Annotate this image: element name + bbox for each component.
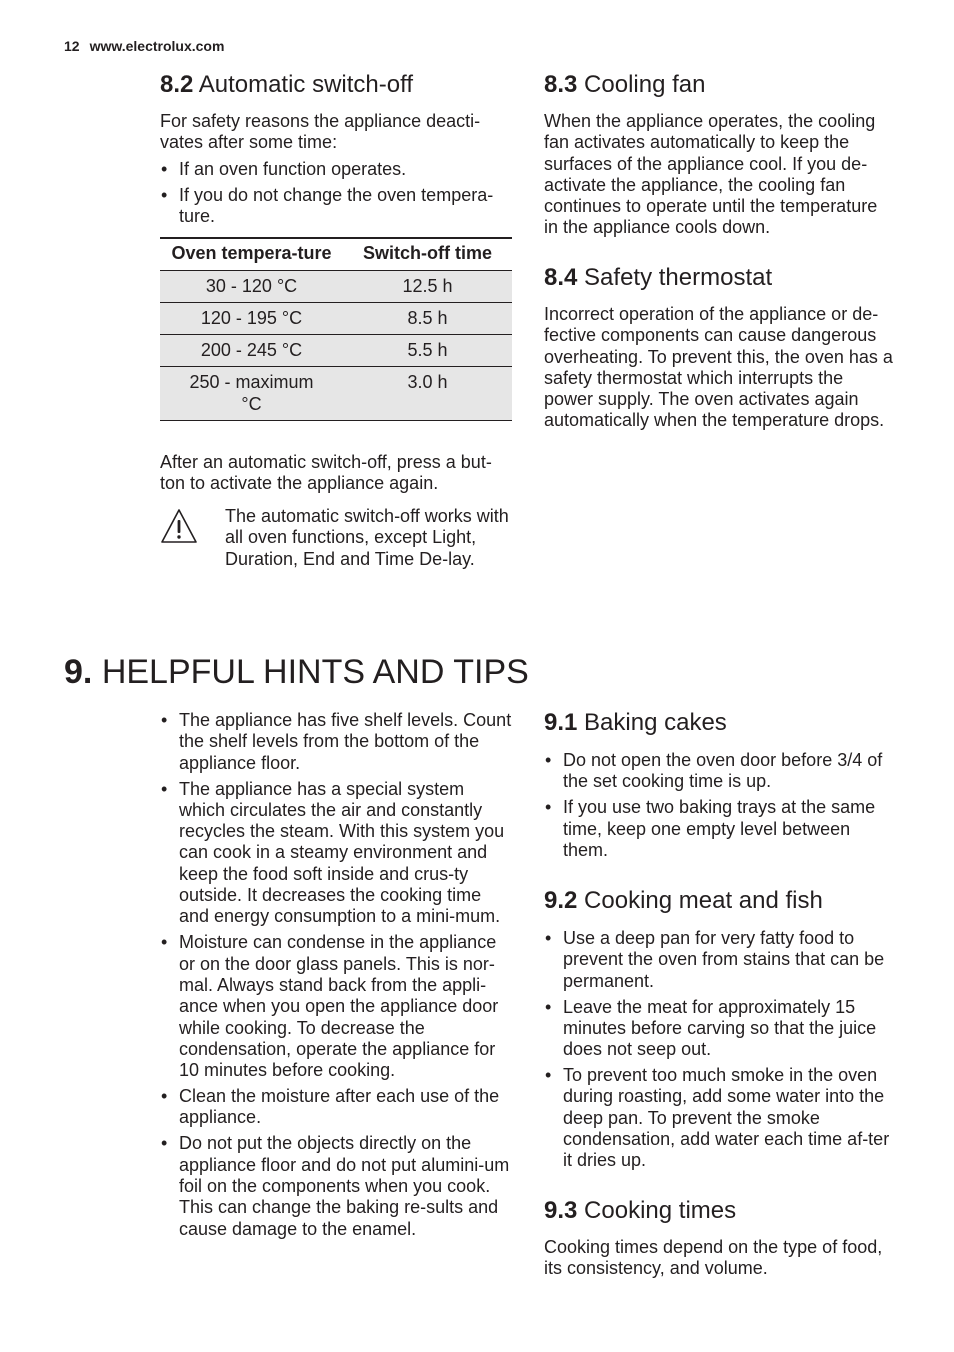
list-item: • If you use two baking trays at the same time, keep one empty level between them. [544, 797, 896, 861]
cell-temperature: 250 - maximum °C [160, 367, 343, 421]
section-8-2-heading: 8.2 Automatic switch-off [160, 71, 414, 98]
chapter-9-title: 9. HELPFUL HINTS AND TIPS [64, 653, 529, 691]
list-item: • If an oven function operates. [160, 159, 512, 180]
section-8-2-after-text: After an automatic switch-off, press a but-ton to activate the appliance again. [160, 452, 492, 494]
header-url: www.electrolux.com [89, 38, 225, 54]
section-9-2-heading: 9.2 Cooking meat and fish [544, 887, 823, 914]
table-row [160, 303, 512, 335]
list-item: • Use a deep pan for very fatty food to prevent the oven from stains that can be permanent. [544, 928, 896, 992]
cell-time: 12.5 h [343, 271, 512, 303]
cell-temperature: 200 - 245 °C [160, 335, 343, 367]
section-8-2 [160, 70, 512, 421]
section-8-4-heading: 8.4 Safety thermostat [544, 264, 773, 291]
table-row [160, 271, 512, 303]
section-8-3-text: When the appliance operates, the cooling fan activates automatically to keep the surfaces of the appliance cool. If you de-activate the appliance, the cooling fan continues to operate until the temperature in the appliance cools down. [544, 111, 878, 238]
section-8-4-text: Incorrect operation of the appliance or de-fective components can cause dangerous overheating. To prevent this, the oven has a safety thermostat which interrupts the power supply. The oven activates again automatically when the temperature drops. [544, 304, 893, 431]
list-item: • Clean the moisture after each use of the appliance. [160, 1086, 512, 1129]
list-item: • Do not open the oven door before 3/4 of the set cooking time is up. [544, 750, 896, 793]
section-9-2 [544, 886, 896, 1176]
col-header-switch-off-time: Switch-off time [343, 238, 512, 271]
section-9-3 [544, 1196, 896, 1280]
list-item: • Do not put the objects directly on the appliance floor and do not put alumini-um foil on the components when you cook. This can change the baking re-sults and cause damage to the enamel. [160, 1133, 512, 1239]
list-item: • Moisture can condense in the appliance or on the door glass panels. This is nor-mal. Always stand back from the appli-ance when you open the appliance door while cooking. To decrease the condensation, operate the appliance for 10 minutes before cooking. [160, 932, 512, 1081]
list-item: • To prevent too much smoke in the oven during roasting, add some water into the deep pan. To prevent the smoke condensation, add water each time af-ter it dries up. [544, 1065, 896, 1171]
section-9-3-heading: 9.3 Cooking times [544, 1197, 737, 1224]
section-8-3 [544, 70, 896, 239]
warning-note [160, 506, 512, 570]
list-item: • The appliance has a special system which circulates the air and constantly recycles the steam. With this system you can cook in a steamy environment and keep the food soft inside and crus-ty outside. It decreases the cooking time and energy consumption to a mini-mum. [160, 779, 512, 928]
page-number: 12 [64, 38, 80, 54]
section-9-1 [544, 708, 896, 866]
cell-time: 3.0 h [343, 367, 512, 421]
section-9-2-list [544, 928, 896, 1172]
warning-triangle-icon [160, 508, 198, 544]
cell-temperature: 30 - 120 °C [160, 271, 343, 303]
cell-time: 5.5 h [343, 335, 512, 367]
section-8-3-heading: 8.3 Cooling fan [544, 71, 706, 98]
section-8-2-list [160, 159, 512, 228]
table-header-row [160, 238, 512, 271]
section-8-4 [544, 263, 896, 432]
section-9-1-heading: 9.1 Baking cakes [544, 709, 727, 736]
cell-temperature: 120 - 195 °C [160, 303, 343, 335]
section-9-3-text: Cooking times depend on the type of food, its consistency, and volume. [544, 1237, 883, 1279]
cell-time: 8.5 h [343, 303, 512, 335]
chapter-9-list [160, 710, 512, 1245]
list-item: • If you do not change the oven tempera-ture. [160, 185, 512, 228]
table-row [160, 367, 512, 421]
warning-text: The automatic switch-off works with all oven functions, except Light, Duration, End and Time De-lay. [225, 506, 509, 569]
page-header [64, 38, 224, 54]
list-item: • The appliance has five shelf levels. Count the shelf levels from the bottom of the appliance floor. [160, 710, 512, 774]
list-item: • Leave the meat for approximately 15 minutes before carving so that the juice does not seep out. [544, 997, 896, 1061]
section-8-2-intro: For safety reasons the appliance deacti-vates after some time: [160, 111, 481, 153]
col-header-oven-temperature: Oven tempera-ture [160, 238, 343, 271]
section-9-1-list [544, 750, 896, 861]
table-row [160, 335, 512, 367]
switch-off-table [160, 237, 512, 421]
